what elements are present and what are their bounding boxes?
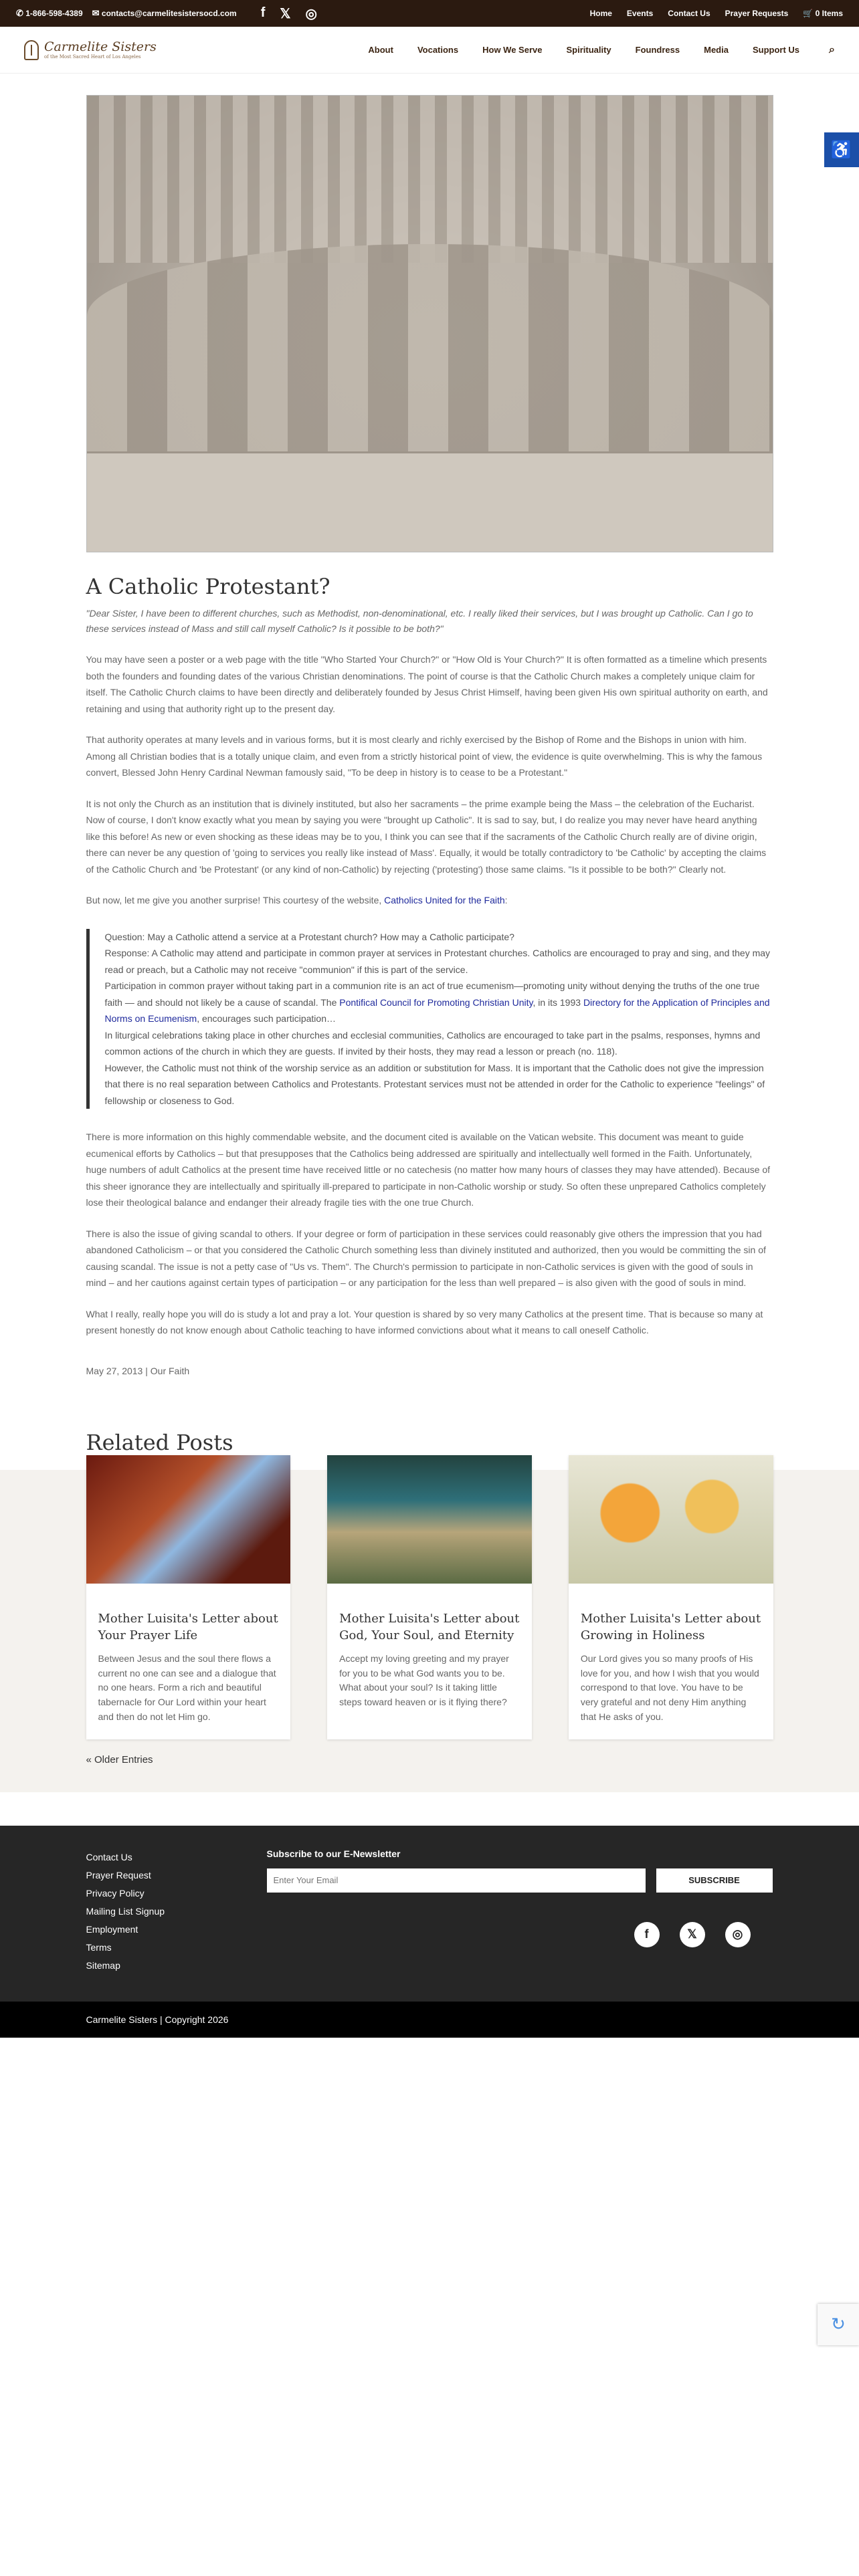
bq-paragraph: Participation in common prayer without taking part in a communion rite is an act of true ecumenism—promoting unity without denying the truths of the one true faith — and should not likely be a cause of scandal. The Pontifical Council for Promoting Christian Unity, in its 1993 Directory for the Application of Principles and Norms on Ecumenism, encourages such participation… — [104, 980, 770, 1025]
related-posts — [0, 1470, 859, 1792]
nav-media[interactable]: Media — [704, 45, 729, 55]
related-card[interactable] — [327, 1455, 532, 1739]
copyright: Carmelite Sisters | Copyright 2026 — [86, 2014, 229, 2025]
paragraph: What I really, really hope you will do is study a lot and pray a lot. Your question is shared by so very many Catholics at the present time. That is because so many at present honestly do not know enough about Catholic teaching to have informed convictions about what it means to call oneself Catholic. — [86, 1308, 763, 1336]
instagram-icon[interactable]: ◎ — [305, 6, 317, 21]
phone-icon: ✆ — [16, 8, 23, 18]
card-excerpt: Our Lord gives you so many proofs of His love for you, and how I wish that you would correspond to that love. You have to be very grateful and not deny Him anything that He asks of you. — [580, 1653, 759, 1722]
footer-link-mailing[interactable]: Mailing List Signup — [86, 1905, 165, 1917]
footer-link-employment[interactable]: Employment — [86, 1923, 138, 1935]
x-icon[interactable]: 𝕏 — [680, 1922, 705, 1947]
x-icon[interactable]: 𝕏 — [280, 6, 291, 21]
recaptcha-icon[interactable]: ↻ — [818, 2304, 859, 2345]
featured-image — [86, 95, 773, 552]
accessibility-icon[interactable]: ♿ — [824, 132, 859, 167]
paragraph: There is more information on this highly commendable website, and the document cited is available on the Vatican website. This document was meant to guide ecumenical efforts by Catholics – but that presupposes that the Catholics being addressed are spiritually and intellectually well formed in the Faith. Unfortunately, huge numbers of adult Catholics at the present time have received little or no catechesis (no matter how many hours of classes they may have attended). Because of this sheer ignorance they are intellectually and spiritually ill-prepared to participate in non-Catholic worship or study. So often these unprepared Catholics completely lose their theological balance and endanger their already fragile ties with the one true Church. — [86, 1132, 771, 1208]
phone-link[interactable]: ✆ 1-866-598-4389 — [16, 8, 83, 18]
top-link-home[interactable]: Home — [589, 9, 612, 18]
post-date: May 27, 2013 — [86, 1365, 143, 1376]
paragraph: You may have seen a poster or a web page with the title "Who Started Your Church?" or "How Old is Your Church?" It is often formatted as a timeline which presents both the founders and founding dates of the various Christian denominations. The point of course is that the Catholic Church makes a completely unique claim for itself. The Catholic Church claims to have been directly and deliberately founded by Jesus Christ Himself, having been given His own spiritual authority on earth, and retaining and using that authority right up to the present day. — [86, 654, 768, 714]
reader-question: "Dear Sister, I have been to different churches, such as Methodist, non-denominational, etc. I really liked their services, but I was brought up Catholic. Can I go to these services instead of Mass and still call myself Catholic? Is it possible to be both?" — [86, 608, 753, 635]
footer-link-terms[interactable]: Terms — [86, 1941, 112, 1953]
paragraph: But now, let me give you another surprise! This courtesy of the website, Catholics United for the Faith: — [86, 895, 508, 906]
nav-foundress[interactable]: Foundress — [635, 45, 680, 55]
directory-link[interactable]: Directory for the Application of Principles and Norms on Ecumenism — [104, 996, 770, 1025]
bq-paragraph: However, the Catholic must not think of the worship service as an addition or substitution for Mass. It is important that the Catholic does not give the impression that there is no real separation between Catholics and Protestants. Protestant services must not be attended in order for the Catholic to experience "feelings" of fellowship or closeness to God. — [104, 1062, 765, 1106]
post-meta: May 27, 2013 | Our Faith — [86, 1365, 190, 1376]
top-link-prayer[interactable]: Prayer Requests — [725, 9, 789, 18]
council-link[interactable]: Pontifical Council for Promoting Christian Unity — [339, 996, 533, 1008]
footer — [0, 1826, 859, 2002]
cuf-link[interactable]: Catholics United for the Faith — [384, 895, 505, 906]
top-link-events[interactable]: Events — [626, 9, 654, 18]
nav-about[interactable]: About — [368, 45, 393, 55]
card-title[interactable]: Mother Luisita's Letter about God, Your Soul, and Eternity — [339, 1611, 520, 1642]
blockquote — [86, 929, 773, 1109]
main-nav — [368, 44, 835, 56]
footer-link-contact[interactable]: Contact Us — [86, 1851, 132, 1862]
card-image[interactable] — [86, 1455, 291, 1584]
site-header — [0, 27, 859, 74]
card-excerpt: Between Jesus and the soul there flows a current no one can see and a dialogue that no one hears. Form a rich and beautiful tabernacle for Our Lord within your heart and then do not let Him go. — [98, 1653, 276, 1722]
cart-icon: 🛒 — [803, 9, 814, 18]
logo-subtitle: of the Most Sacred Heart of Los Angeles — [44, 53, 141, 60]
copyright-bar — [0, 2002, 859, 2038]
nav-support-us[interactable]: Support Us — [752, 45, 800, 55]
facebook-icon[interactable]: f — [260, 5, 266, 20]
related-card[interactable] — [86, 1455, 291, 1739]
cart-link[interactable]: 🛒 0 Items — [803, 9, 843, 18]
nav-spirituality[interactable]: Spirituality — [566, 45, 611, 55]
subscribe-button[interactable]: SUBSCRIBE — [656, 1868, 773, 1893]
logo[interactable] — [24, 40, 157, 60]
card-image[interactable] — [327, 1455, 532, 1584]
newsletter-heading: Subscribe to our E-Newsletter — [266, 1848, 401, 1859]
nav-how-we-serve[interactable]: How We Serve — [482, 45, 543, 55]
facebook-icon[interactable]: f — [634, 1922, 660, 1947]
card-excerpt: Accept my loving greeting and my prayer for you to be what God wants you to be. What about your soul? Is it taking little steps toward heaven or is it flying there? — [339, 1653, 509, 1708]
page-title: A Catholic Protestant? — [86, 574, 330, 599]
search-icon[interactable]: ⌕ — [829, 43, 835, 56]
footer-links — [86, 1848, 267, 1975]
paragraph: There is also the issue of giving scandal to others. If your degree or form of participation in these services could reasonably give others the impression that you had abandoned Catholicism – or that you considered the Catholic Church something less than divinely instituted and authorized, then you would be committing the sin of causing scandal. The issue is not a petty case of "Us vs. Them". The Church's permission to participate in non-Catholic services is given with the good of souls in mind – and her cautions against certain types of participation – or any participation for the less than well prepared – is also given with the good of souls in mind. — [86, 1228, 766, 1289]
logo-name: Carmelite Sisters — [44, 39, 157, 54]
footer-link-prayer[interactable]: Prayer Request — [86, 1869, 151, 1881]
instagram-icon[interactable]: ◎ — [725, 1922, 751, 1947]
email-input[interactable] — [267, 1868, 646, 1893]
email-link[interactable]: ✉ contacts@carmelitesistersocd.com — [92, 8, 237, 18]
footer-link-sitemap[interactable]: Sitemap — [86, 1959, 120, 1971]
related-card[interactable] — [569, 1455, 773, 1739]
top-bar — [0, 0, 859, 27]
paragraph: That authority operates at many levels and in various forms, but it is most clearly and richly exercised by the Bishop of Rome and the Bishops in union with him. Among all Christian bodies that is a totally unique claim, and even from a strictly historical point of view, the evidence is quite overwhelming. This is why the famous convert, Blessed John Henry Cardinal Newman famously said, "To be deep in history is to cease to be a Protestant." — [86, 734, 763, 778]
bq-paragraph: In liturgical celebrations taking place in other churches and ecclesial communities, Catholics are encouraged to take part in the psalms, responses, hymns and common actions of the church in which they are guests. If invited by their hosts, they may read a lesson or preach (no. 118). — [104, 1029, 761, 1057]
mail-icon: ✉ — [92, 8, 100, 18]
related-heading: Related Posts — [86, 1429, 233, 1455]
paragraph: It is not only the Church as an institution that is divinely instituted, but also her sacraments – the prime example being the Mass – the celebration of the Eucharist. Now of course, I don't know exactly what you mean by saying you were "brought up Catholic". It is sad to say, but, I do realize you may never have heard anything like this before! As new or even shocking as these ideas may be to you, I think you can see that if the sacraments of the Catholic Church really are of divine origin, there can never be any question of 'going to services you really like instead of Mass'. Equally, it would be totally contradictory to 'be Catholic' by accepting the claims of the Catholic Church and 'be Protestant' (or any kind of non-Catholic) by rejecting ('protesting') those same claims. "Is it possible to be both?" Clearly not. — [86, 798, 767, 875]
card-image[interactable] — [569, 1455, 773, 1584]
card-title[interactable]: Mother Luisita's Letter about Your Prayer Life — [98, 1611, 278, 1642]
bq-question: Question: May a Catholic attend a service at a Protestant church? How may a Catholic participate? — [104, 931, 514, 942]
bq-response: Response: A Catholic may attend and participate in common prayer at services in Protestant churches. Catholics are encouraged to pray and sing, and they may read or preach, but a Catholic may not receive "communion" if this is part of the service. — [104, 948, 771, 975]
category-link[interactable]: Our Faith — [150, 1365, 190, 1376]
older-entries-link[interactable]: « Older Entries — [86, 1753, 153, 1765]
card-title[interactable]: Mother Luisita's Letter about Growing in Holiness — [580, 1611, 761, 1642]
top-link-contact[interactable]: Contact Us — [668, 9, 710, 18]
nav-vocations[interactable]: Vocations — [417, 45, 459, 55]
logo-mark-icon — [24, 40, 39, 60]
footer-link-privacy[interactable]: Privacy Policy — [86, 1887, 145, 1899]
